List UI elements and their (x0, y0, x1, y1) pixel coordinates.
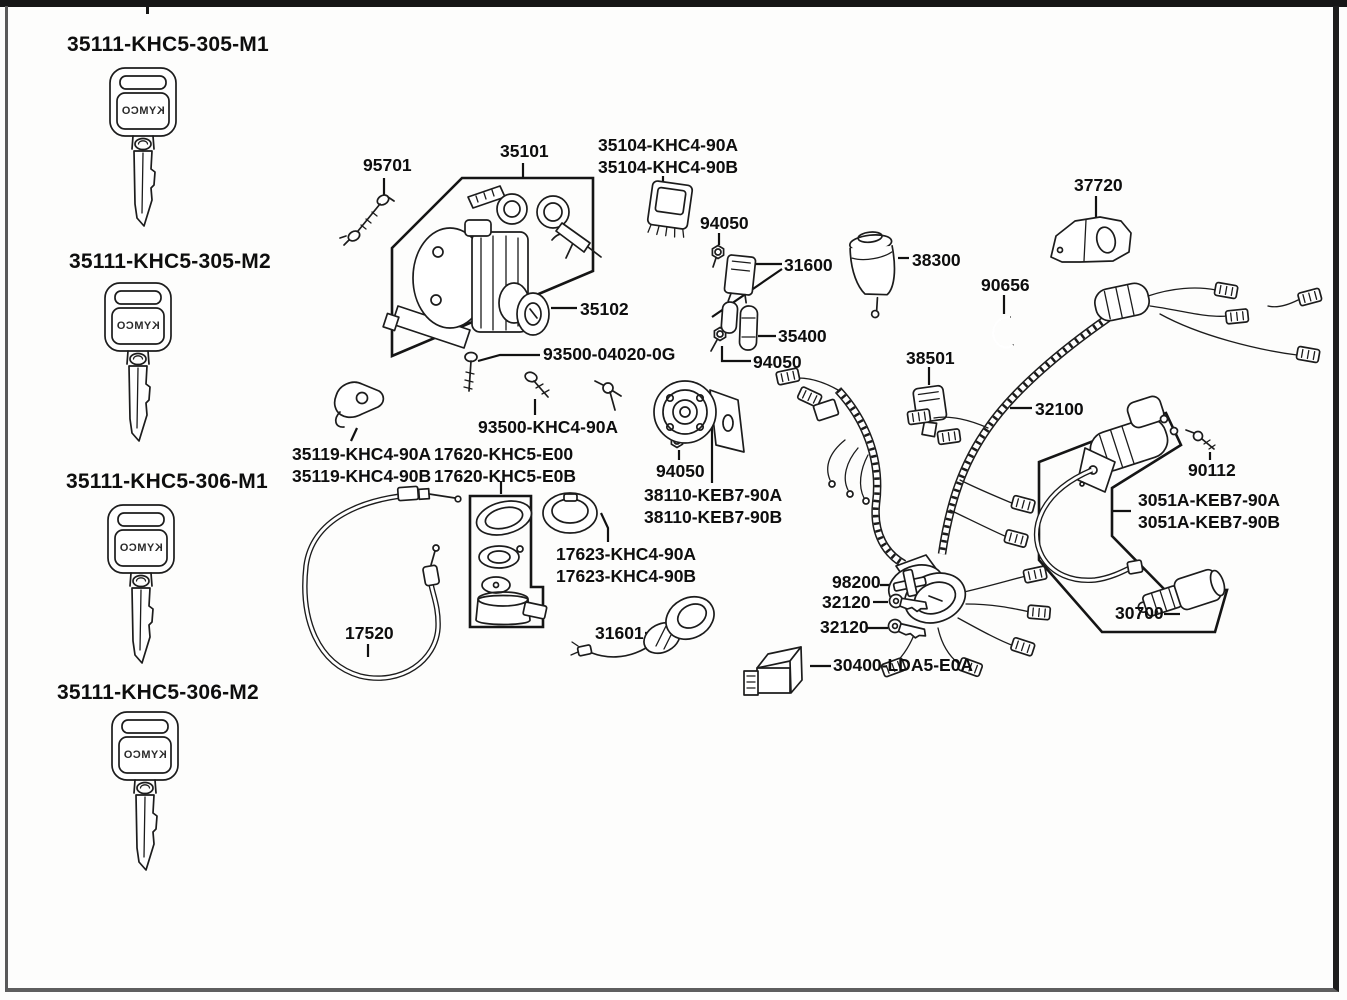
throttle-cable-17520 (305, 486, 461, 678)
screw-90112 (1186, 430, 1215, 449)
cdi-box-30400 (744, 647, 802, 695)
part-number-label-0-35111-KHC5-305-M1: 35111-KHC5-305-M1 (67, 33, 269, 56)
blank-key-305-m1 (110, 68, 176, 226)
high-tension-cable (1037, 470, 1143, 580)
part-number-label-32-17520: 17520 (345, 623, 394, 643)
part-number-label-21-17620-KHC5-E00: 17620-KHC5-E00 (434, 444, 574, 464)
part-number-label-26-17623-KHC4-90A: 17623-KHC4-90A (556, 544, 697, 564)
part-number-label-36-3051A-KEB7-90A: 3051A-KEB7-90A (1138, 490, 1281, 510)
part-number-label-16-38501: 38501 (906, 348, 955, 368)
bracket-35119 (335, 382, 384, 427)
part-number-label-2-35111-KHC5-306-M1: 35111-KHC5-306-M1 (66, 470, 268, 493)
bracket-37720 (1051, 217, 1131, 262)
part-number-label-5-35101: 35101 (500, 141, 549, 161)
part-number-label-1-35111-KHC5-305-M2: 35111-KHC5-305-M2 (69, 250, 271, 273)
part-number-label-33-31601: 31601 (595, 623, 644, 643)
part-number-label-18-93500-KHC4-90A: 93500-KHC4-90A (478, 417, 619, 437)
part-number-label-28-35102: 35102 (580, 299, 629, 319)
part-number-label-24-38110-KEB7-90A: 38110-KEB7-90A (644, 485, 783, 505)
part-number-label-3-35111-KHC5-306-M2: 35111-KHC5-306-M2 (57, 681, 259, 704)
part-number-label-38-30700: 30700 (1115, 603, 1164, 623)
part-number-label-9-31600: 31600 (784, 255, 833, 275)
part-number-label-13-35400: 35400 (778, 326, 827, 346)
blank-key-306-m2 (112, 712, 178, 870)
nut-94050-top (712, 246, 723, 268)
part-number-label-17-32100: 32100 (1035, 399, 1084, 419)
part-number-label-35-90112: 90112 (1188, 460, 1236, 480)
blank-key-306-m1 (108, 505, 174, 663)
part-number-label-29-98200: 98200 (832, 572, 881, 592)
part-number-label-11-37720: 37720 (1074, 175, 1123, 195)
relay-31600 (723, 255, 756, 304)
horn-38110 (654, 381, 744, 452)
canister-38300 (848, 230, 900, 320)
fuel-cap-set-17620 (473, 496, 547, 625)
screw-95701 (340, 193, 394, 245)
part-number-label-19-35119-KHC4-90A: 35119-KHC4-90A (292, 444, 432, 464)
part-number-label-37-3051A-KEB7-90B: 3051A-KEB7-90B (1138, 512, 1281, 532)
page-top-rule (0, 0, 1347, 7)
part-number-label-14-94050: 94050 (753, 352, 802, 372)
blank-key-305-m2 (105, 283, 171, 441)
part-number-label-4-95701: 95701 (363, 155, 412, 175)
part-number-label-8-94050: 94050 (700, 213, 749, 233)
socket-31601 (571, 589, 721, 660)
part-number-label-6-35104-KHC4-90A: 35104-KHC4-90A (598, 135, 739, 155)
page-top-tick (146, 0, 149, 14)
part-number-label-31-32120: 32120 (820, 617, 869, 637)
part-number-label-30-32120: 32120 (822, 592, 871, 612)
ignition-switch-assembly-35101 (383, 220, 573, 348)
part-number-label-15-93500-04020-0G: 93500-04020-0G (543, 344, 676, 364)
part-number-label-22-17620-KHC5-E0B: 17620-KHC5-E0B (434, 466, 577, 486)
part-number-label-10-38300: 38300 (912, 250, 961, 270)
diagram-artwork: KYMCO (0, 0, 1347, 1000)
part-number-label-34-30400-LDA5-E0A: 30400-LDA5-E0A (833, 655, 974, 675)
part-number-label-20-35119-KHC4-90B: 35119-KHC4-90B (292, 466, 432, 486)
part-number-label-7-35104-KHC4-90B: 35104-KHC4-90B (598, 157, 739, 177)
fuel-cap-ring-17623 (543, 493, 597, 533)
cdi-unit-35104 (646, 180, 693, 238)
condensers-35400 (721, 302, 758, 351)
part-number-label-27-17623-KHC4-90B: 17623-KHC4-90B (556, 566, 697, 586)
part-number-label-25-38110-KEB7-90B: 38110-KEB7-90B (644, 507, 783, 527)
clamp-90656 (993, 317, 1013, 347)
part-number-label-12-90656: 90656 (981, 275, 1030, 295)
part-number-label-23-94050: 94050 (656, 461, 705, 481)
